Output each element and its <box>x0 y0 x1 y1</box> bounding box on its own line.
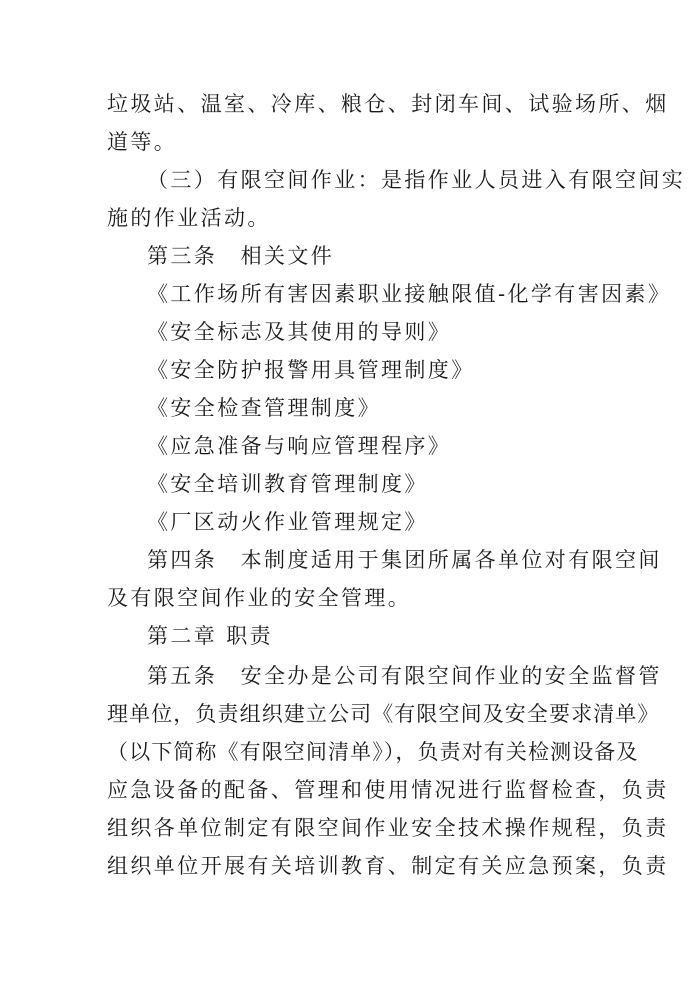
text-line: 组织各单位制定有限空间作业安全技术操作规程，负责 <box>107 816 669 840</box>
text-line: 第四条 本制度适用于集团所属各单位对有限空间 <box>147 548 662 572</box>
text-line: （三）有限空间作业：是指作业人员进入有限空间实 <box>147 168 686 192</box>
text-line: 施的作业活动。 <box>107 206 271 230</box>
reference-item: 《厂区动火作业管理规定》 <box>147 510 428 534</box>
chapter-heading: 第二章 职责 <box>147 624 274 648</box>
reference-item: 《安全防护报警用具管理制度》 <box>147 358 475 382</box>
reference-item: 《安全培训教育管理制度》 <box>147 472 428 496</box>
reference-item: 《应急准备与响应管理程序》 <box>147 434 452 458</box>
text-line: 垃圾站、温室、冷库、粮仓、封闭车间、试验场所、烟 <box>107 92 669 116</box>
text-line: 理单位，负责组织建立公司《有限空间及安全要求清单》 <box>107 702 660 726</box>
reference-item: 《安全标志及其使用的导则》 <box>147 320 452 344</box>
section-heading: 第三条 相关文件 <box>147 244 335 268</box>
text-line: 第五条 安全办是公司有限空间作业的安全监督管 <box>147 664 662 688</box>
text-line: 组织单位开展有关培训教育、制定有关应急预案，负责 <box>107 854 669 878</box>
reference-item: 《安全检查管理制度》 <box>147 396 381 420</box>
reference-item: 《工作场所有害因素职业接触限值-化学有害因素》 <box>147 282 672 306</box>
text-line: 道等。 <box>107 130 178 154</box>
text-line: （以下简称《有限空间清单》），负责对有关检测设备及 <box>107 740 639 764</box>
text-line: 应急设备的配备、管理和使用情况进行监督检查，负责 <box>107 778 669 802</box>
text-line: 及有限空间作业的安全管理。 <box>107 586 412 610</box>
